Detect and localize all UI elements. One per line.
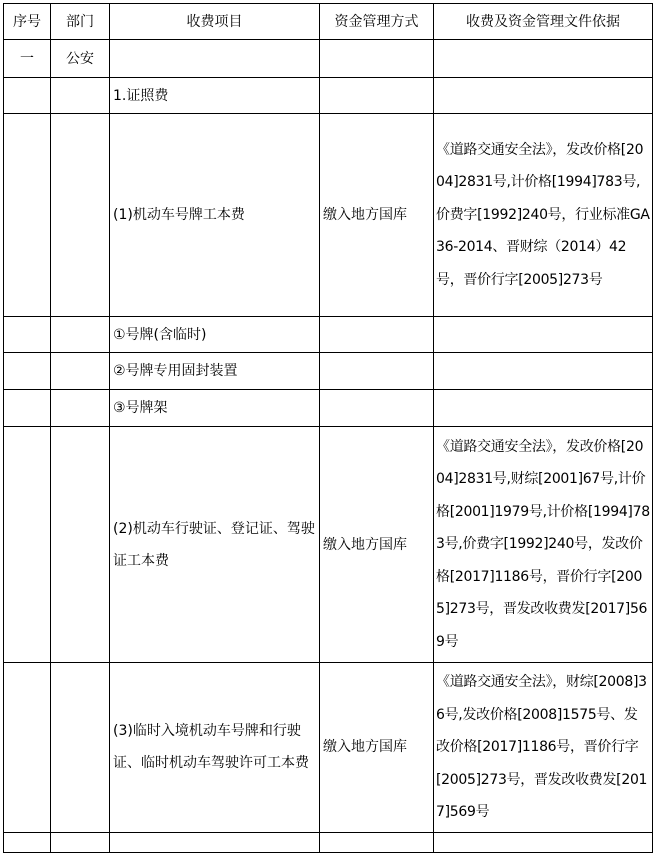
cell-no (4, 663, 51, 833)
table-row (4, 40, 653, 78)
cell-no (4, 317, 51, 353)
cell-empty (4, 832, 51, 852)
table-row (4, 427, 653, 663)
cell-method (320, 40, 434, 78)
table-row (4, 353, 653, 390)
table-row-partial (4, 832, 653, 852)
cell-method (320, 390, 434, 427)
cell-dept (51, 427, 110, 663)
cell-item: 1.证照费 (110, 78, 320, 114)
table-row (4, 78, 653, 114)
cell-method: 缴入地方国库 (320, 427, 434, 663)
cell-no (4, 427, 51, 663)
cell-dept (51, 353, 110, 390)
table-header-row (4, 4, 653, 40)
cell-item: (3)临时入境机动车号牌和行驶证、临时机动车驾驶许可工本费 (110, 663, 320, 833)
header-basis: 收费及资金管理文件依据 (434, 4, 653, 40)
cell-item: (1)机动车号牌工本费 (110, 114, 320, 317)
cell-item (110, 40, 320, 78)
table-row (4, 114, 653, 317)
cell-basis: 《道路交通安全法》，发改价格[2004]2831号,财综[2001]67号,计价格[2001]1979号,计价格[1994]783号,价费字[1992]240号，发改价格[2017]1186号，晋价行字[2005]273号，晋发改收费发[2017]569号 (434, 427, 653, 663)
header-dept: 部门 (51, 4, 110, 40)
cell-basis: 《道路交通安全法》，发改价格[2004]2831号,计价格[1994]783号,价费字[1992]240号，行业标准GA36-2014、晋财综（2014）42号，晋价行字[2005]273号 (434, 114, 653, 317)
cell-basis (434, 78, 653, 114)
cell-no: 一 (4, 40, 51, 78)
cell-method: 缴入地方国库 (320, 663, 434, 833)
cell-method (320, 78, 434, 114)
cell-no (4, 353, 51, 390)
table-row (4, 663, 653, 833)
cell-empty (51, 832, 110, 852)
cell-method (320, 317, 434, 353)
cell-basis (434, 353, 653, 390)
cell-basis (434, 317, 653, 353)
cell-no (4, 390, 51, 427)
cell-dept (51, 114, 110, 317)
cell-no (4, 78, 51, 114)
header-no: 序号 (4, 4, 51, 40)
cell-dept (51, 317, 110, 353)
cell-item: ②号牌专用固封装置 (110, 353, 320, 390)
cell-no (4, 114, 51, 317)
table-row (4, 317, 653, 353)
cell-basis (434, 40, 653, 78)
cell-dept (51, 78, 110, 114)
cell-basis (434, 390, 653, 427)
fee-table (3, 3, 653, 853)
cell-item: (2)机动车行驶证、登记证、驾驶证工本费 (110, 427, 320, 663)
cell-basis: 《道路交通安全法》，财综[2008]36号,发改价格[2008]1575号、发改价格[2017]1186号，晋价行字[2005]273号，晋发改收费发[2017]569号 (434, 663, 653, 833)
cell-empty (320, 832, 434, 852)
cell-dept (51, 390, 110, 427)
cell-method (320, 353, 434, 390)
cell-empty (110, 832, 320, 852)
cell-method: 缴入地方国库 (320, 114, 434, 317)
table-row (4, 390, 653, 427)
header-item: 收费项目 (110, 4, 320, 40)
cell-dept (51, 663, 110, 833)
cell-dept: 公安 (51, 40, 110, 78)
cell-item: ①号牌(含临时) (110, 317, 320, 353)
cell-item: ③号牌架 (110, 390, 320, 427)
cell-empty (434, 832, 653, 852)
header-method: 资金管理方式 (320, 4, 434, 40)
